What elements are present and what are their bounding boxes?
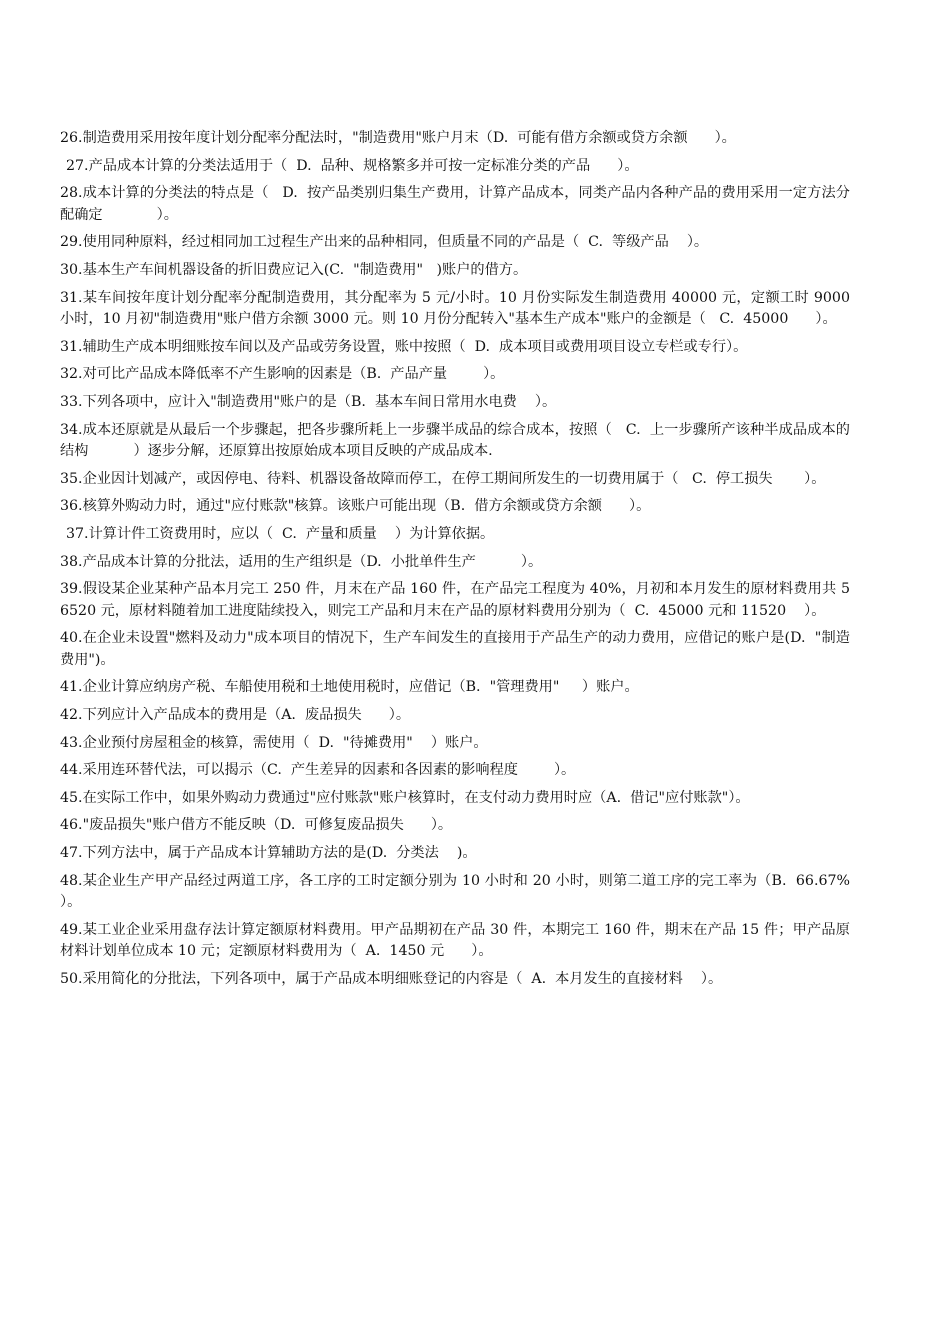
- question-item: 41.企业计算应纳房产税、车船使用税和土地使用税时，应借记（B. "管理费用" ）账户。: [60, 679, 639, 696]
- question-item: 32.对可比产品成本降低率不产生影响的因素是（B. 产品产量 ）。: [60, 366, 505, 383]
- question-item: 50.采用简化的分批法，下列各项中，属于产品成本明细账登记的内容是（ A. 本月发生的直接材料 ）。: [60, 971, 723, 987]
- question-item: 43.企业预付房屋租金的核算，需使用（ D. "待摊费用" ）账户。: [60, 734, 488, 751]
- question-item: 47.下列方法中，属于产品成本计算辅助方法的是(D. 分类法 )。: [60, 845, 477, 862]
- question-item: 28.成本计算的分类法的特点是（ D. 按产品类别归集生产费用，计算产品成本，同类产品内各种产品的费用采用一定方法分配确定 ）。: [60, 185, 850, 223]
- question-item: 49.某工业企业采用盘存法计算定额原材料费用。甲产品期初在产品 30 件，本期完工 160 件，期末在产品 15 件；甲产品原材料计划单位成本 10 元；定额原材料费用为（ A. 1450 元 ）。: [60, 921, 850, 960]
- question-item: 30.基本生产车间机器设备的折旧费应记入(C. "制造费用" )账户的借方。: [60, 261, 528, 278]
- question-list: [60, 128, 887, 997]
- question-item: 33.下列各项中，应计入"制造费用"账户的是（B. 基本车间日常用水电费 ）。: [60, 393, 557, 410]
- question-item: 37.计算计件工资费用时，应以（ C. 产量和质量 ）为计算依据。: [66, 525, 495, 542]
- question-item: 36.核算外购动力时，通过"应付账款"核算。该账户可能出现（B. 借方余额或贷方余额 ）。: [60, 498, 651, 515]
- question-item: 31.某车间按年度计划分配率分配制造费用，其分配率为 5 元/小时。10 月份实际发生制造费用 40000 元，定额工时 9000 小时，10 月初"制造费用"账户借方余额 3000 元。则 10 月份分配转入"基本生产成本"账户的金额是（ C. 45000 ）。: [60, 289, 855, 328]
- question-item: 35.企业因计划减产，或因停电、待料、机器设备故障而停工，在停工期间所发生的一切费用属于（ C. 停工损失 ）。: [60, 470, 826, 487]
- question-item: 40.在企业未设置"燃料及动力"成本项目的情况下，生产车间发生的直接用于产品生产的动力费用，应借记的账户是(D. "制造费用")。: [60, 630, 850, 668]
- question-item: 39.假设某企业某种产品本月完工 250 件，月末在产品 160 件，在产品完工程度为 40%，月初和本月发生的原材料费用共 56520 元，原材料随着加工进度陆续投入，则完工产品和月末在产品的原材料费用分别为（ C. 45000 元和 11520 ）。: [60, 581, 850, 619]
- question-item: 46."废品损失"账户借方不能反映（D. 可修复废品损失 ）。: [60, 817, 453, 834]
- question-item: 27.产品成本计算的分类法适用于（ D. 品种、规格繁多并可按一定标准分类的产品 ）。: [66, 157, 639, 174]
- question-item: 38.产品成本计算的分批法，适用的生产组织是（D. 小批单件生产 ）。: [60, 553, 543, 570]
- question-item: 44.采用连环替代法，可以揭示（C. 产生差异的因素和各因素的影响程度 ）。: [60, 762, 576, 779]
- question-item: 42.下列应计入产品成本的费用是（A. 废品损失 ）。: [60, 707, 411, 724]
- question-item: 31.辅助生产成本明细账按车间以及产品或劳务设置，账中按照（ D. 成本项目或费用项目设立专栏或专行）。: [60, 338, 748, 355]
- question-item: 34.成本还原就是从最后一个步骤起，把各步骤所耗上一步骤半成品的综合成本，按照（ C. 上一步骤所产该种半成品成本的结构 ）逐步分解，还原算出按原始成本项目反映的产成品成本.: [60, 421, 850, 460]
- question-item: 29.使用同种原料，经过相同加工过程生产出来的品种相同，但质量不同的产品是（ C. 等级产品 ）。: [60, 234, 709, 251]
- question-item: 45.在实际工作中，如果外购动力费通过"应付账款"账户核算时，在支付动力费用时应（A. 借记"应付账款"）。: [60, 789, 750, 806]
- question-item: 48.某企业生产甲产品经过两道工序，各工序的工时定额分别为 10 小时和 20 小时，则第二道工序的完工率为（B. 66.67% ）。: [60, 872, 887, 911]
- question-item: 26.制造费用采用按年度计划分配率分配法时，"制造费用"账户月末（D. 可能有借方余额或贷方余额 ）。: [60, 130, 736, 146]
